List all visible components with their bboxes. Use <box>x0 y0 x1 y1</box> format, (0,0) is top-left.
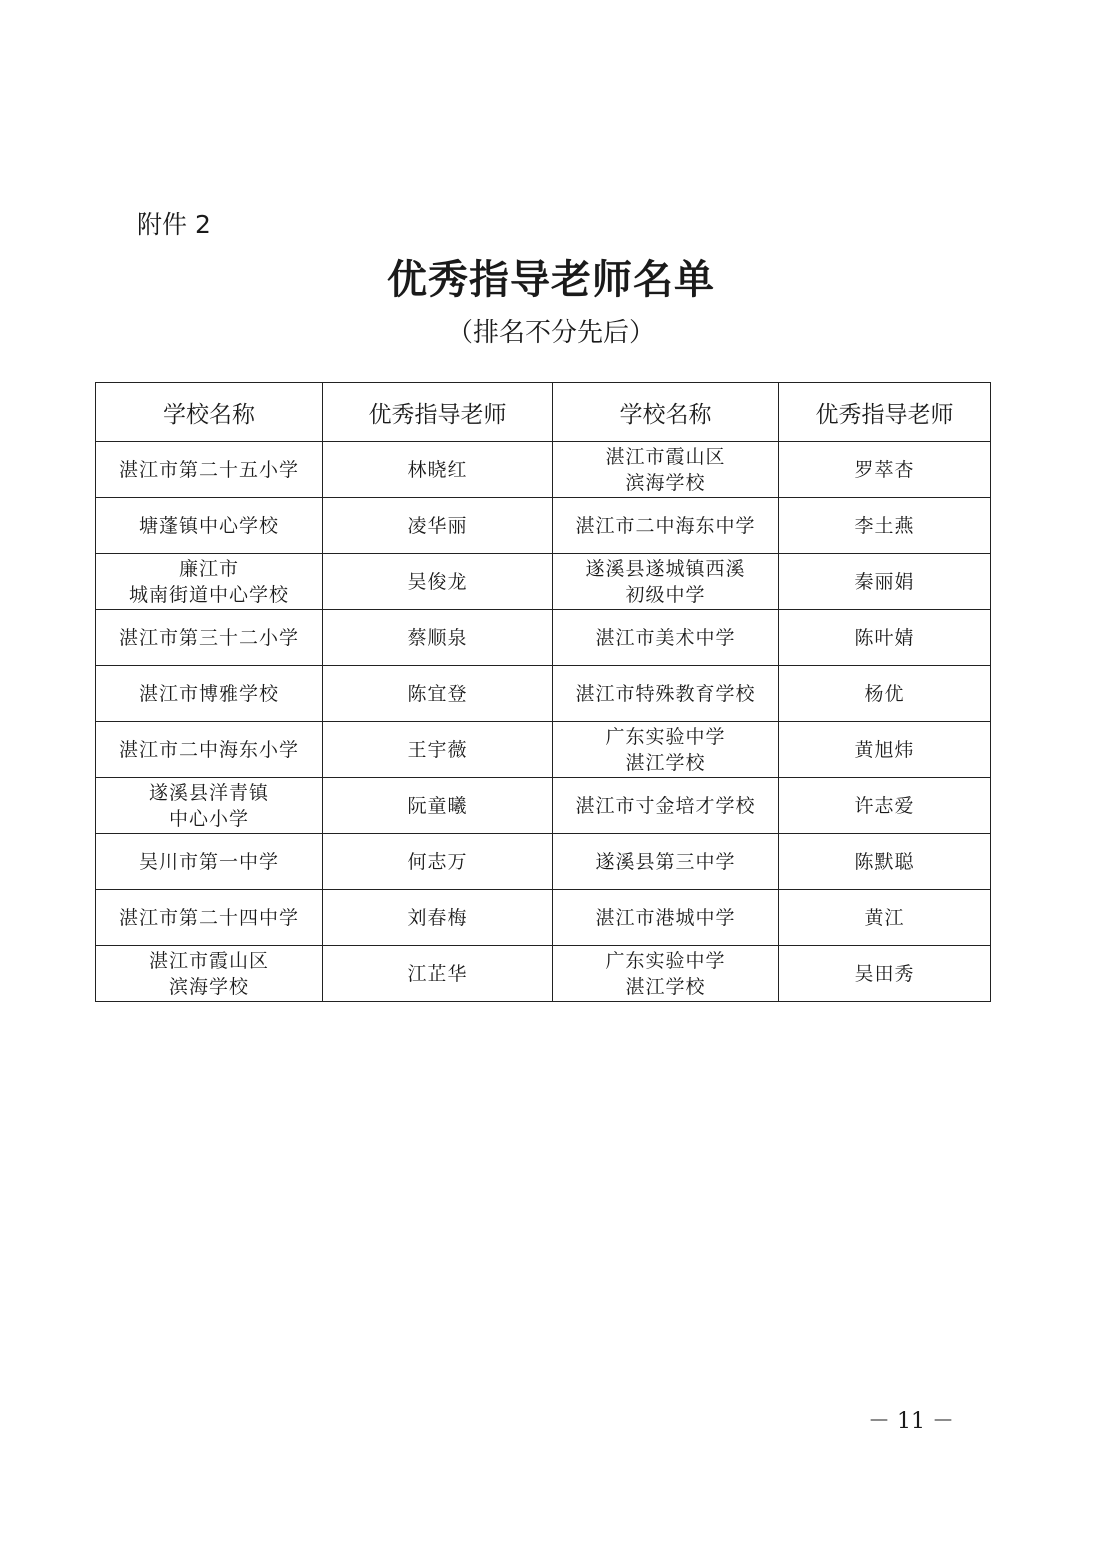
teacher-name-cell: 刘春梅 <box>323 890 553 946</box>
page-title: 优秀指导老师名单 <box>387 256 715 303</box>
teacher-name-cell: 黄江 <box>779 890 991 946</box>
teacher-list-table <box>95 382 991 1002</box>
teacher-name-cell: 秦丽娟 <box>779 554 991 610</box>
teacher-name-cell: 阮童曦 <box>323 778 553 834</box>
school-name-cell: 广东实验中学 湛江学校 <box>553 722 779 778</box>
teacher-name-cell: 陈叶婧 <box>779 610 991 666</box>
table-row <box>96 610 991 666</box>
school-name-cell: 湛江市港城中学 <box>553 890 779 946</box>
table-row <box>96 554 991 610</box>
header-school-2: 学校名称 <box>553 383 779 442</box>
teacher-name-cell: 王宇薇 <box>323 722 553 778</box>
table-row <box>96 498 991 554</box>
school-name-cell: 湛江市霞山区 滨海学校 <box>553 442 779 498</box>
school-name-cell: 湛江市二中海东小学 <box>96 722 323 778</box>
table-row <box>96 666 991 722</box>
teacher-name-cell: 林晓红 <box>323 442 553 498</box>
teacher-name-cell: 凌华丽 <box>323 498 553 554</box>
school-name-cell: 湛江市霞山区 滨海学校 <box>96 946 323 1002</box>
attachment-label: 附件 2 <box>137 210 211 239</box>
school-name-cell: 湛江市第二十四中学 <box>96 890 323 946</box>
school-name-cell: 遂溪县遂城镇西溪 初级中学 <box>553 554 779 610</box>
teacher-name-cell: 罗萃杏 <box>779 442 991 498</box>
page-number: － 11 － <box>868 1409 954 1434</box>
table-row <box>96 442 991 498</box>
teacher-name-cell: 吴俊龙 <box>323 554 553 610</box>
school-name-cell: 湛江市博雅学校 <box>96 666 323 722</box>
teacher-name-cell: 许志爱 <box>779 778 991 834</box>
school-name-cell: 广东实验中学 湛江学校 <box>553 946 779 1002</box>
school-name-cell: 湛江市寸金培才学校 <box>553 778 779 834</box>
teacher-name-cell: 杨优 <box>779 666 991 722</box>
table-row <box>96 778 991 834</box>
teacher-name-cell: 何志万 <box>323 834 553 890</box>
school-name-cell: 湛江市特殊教育学校 <box>553 666 779 722</box>
teacher-name-cell: 蔡顺泉 <box>323 610 553 666</box>
teacher-name-cell: 吴田秀 <box>779 946 991 1002</box>
header-teacher-2: 优秀指导老师 <box>779 383 991 442</box>
school-name-cell: 湛江市美术中学 <box>553 610 779 666</box>
school-name-cell: 湛江市二中海东中学 <box>553 498 779 554</box>
table-row <box>96 834 991 890</box>
page-subtitle: （排名不分先后） <box>446 318 655 348</box>
header-teacher-1: 优秀指导老师 <box>323 383 553 442</box>
teacher-name-cell: 李土燕 <box>779 498 991 554</box>
school-name-cell: 吴川市第一中学 <box>96 834 323 890</box>
teacher-name-cell: 黄旭炜 <box>779 722 991 778</box>
table-header-row <box>96 383 991 442</box>
school-name-cell: 湛江市第二十五小学 <box>96 442 323 498</box>
table-body <box>96 442 991 1002</box>
school-name-cell: 遂溪县洋青镇 中心小学 <box>96 778 323 834</box>
school-name-cell: 湛江市第三十二小学 <box>96 610 323 666</box>
school-name-cell: 塘蓬镇中心学校 <box>96 498 323 554</box>
teacher-name-cell: 江芷华 <box>323 946 553 1002</box>
table-row <box>96 946 991 1002</box>
table-row <box>96 722 991 778</box>
school-name-cell: 遂溪县第三中学 <box>553 834 779 890</box>
table-row <box>96 890 991 946</box>
header-school-1: 学校名称 <box>96 383 323 442</box>
school-name-cell: 廉江市 城南街道中心学校 <box>96 554 323 610</box>
teacher-name-cell: 陈宜登 <box>323 666 553 722</box>
teacher-name-cell: 陈默聪 <box>779 834 991 890</box>
